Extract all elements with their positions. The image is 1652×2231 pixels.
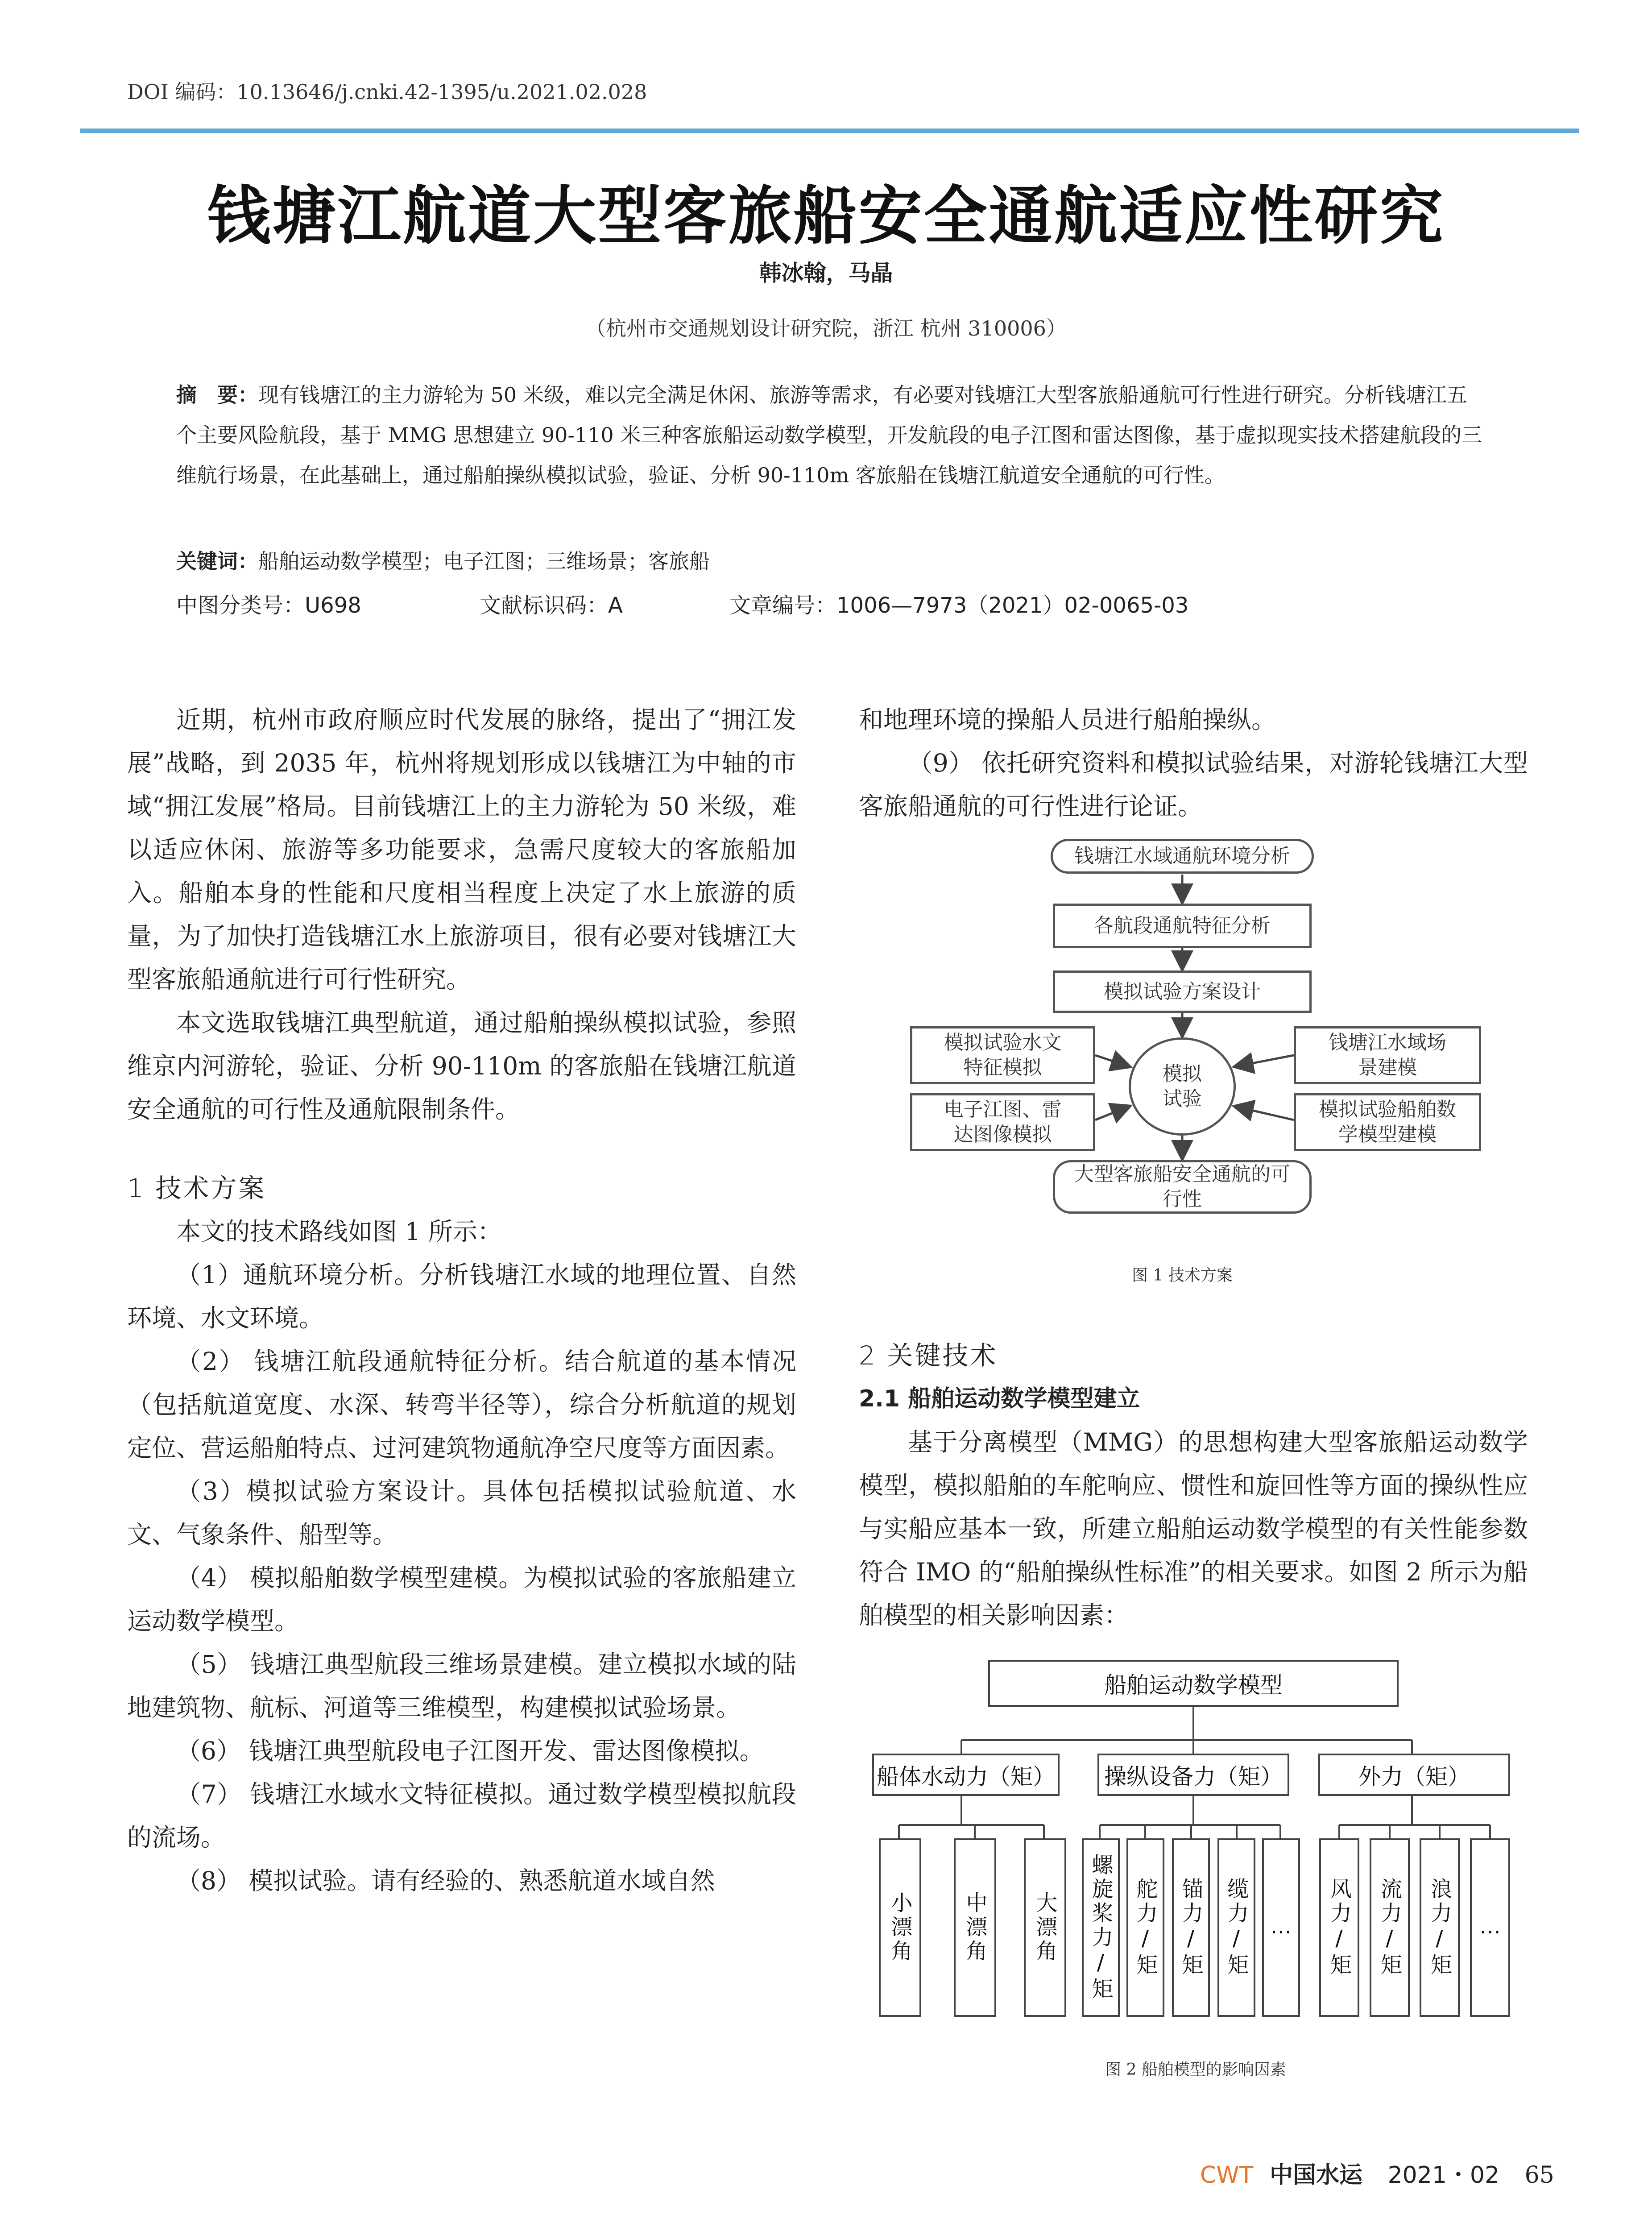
factor-box: 大漂角: [1024, 1838, 1066, 2017]
left-column: [127, 698, 796, 1903]
keywords-text: 船舶运动数学模型；电子江图；三维场景；客旅船: [258, 549, 710, 573]
abstract: [176, 375, 1483, 495]
factor-box: 螺旋桨力/矩: [1082, 1838, 1120, 2017]
flow-env-analysis: 钱塘江水域通航环境分析: [1051, 839, 1314, 874]
hull-hydrodynamic-group: 船体水动力（矩）: [872, 1754, 1060, 1796]
footer: [1200, 2156, 1554, 2190]
right-column-top: [859, 698, 1528, 828]
factor-box: 小漂角: [879, 1838, 921, 2017]
external-force-group: 外力（矩）: [1318, 1754, 1510, 1796]
factor-box: 流力/矩: [1370, 1838, 1410, 2017]
document-code: 文献标识码：A: [480, 593, 623, 618]
list-item: （5） 钱塘江典型航段三维场景建模。建立模拟水域的陆地建筑物、航标、河道等三维模型，构建模拟试验场景。: [127, 1650, 796, 1722]
intro-paragraph-2: 本文选取钱塘江典型航道，通过船舶操纵模拟试验，参照维京内河游轮，验证、分析 90-110m 的客旅船在钱塘江航道安全通航的可行性及通航限制条件。: [127, 1008, 796, 1124]
classification: [176, 588, 1189, 688]
figure-2: [872, 1660, 1519, 2084]
abstract-text: 现有钱塘江的主力游轮为 50 米级，难以完全满足休闲、旅游等需求，有必要对钱塘江大型客旅船通航可行性进行研究。分析钱塘江五个主要风险航段，基于 MMG 思想建立 90-110 米三种客旅船运动数学模型，开发航段的电子江图和雷达图像，基于虚拟现实技术搭建航段的三维航行场景，在此基础上，通过船舶操纵模拟试验，验证、分析 90-110m 客旅船在钱塘江航道安全通航的可行性。: [176, 383, 1482, 487]
clc-number: 中图分类号：U698: [176, 593, 361, 618]
factor-box: 缆力/矩: [1217, 1838, 1255, 2017]
factor-box: …: [1470, 1838, 1510, 2017]
figure-2-caption: 图 2 船舶模型的影响因素: [1105, 2061, 1286, 2079]
list-item: （4） 模拟船舶数学模型建模。为模拟试验的客旅船建立运动数学模型。: [127, 1563, 796, 1635]
figure-1: [910, 839, 1456, 1294]
control-device-group: 操纵设备力（矩）: [1097, 1754, 1289, 1796]
flow-feature-analysis: 各航段通航特征分析: [1053, 904, 1312, 948]
flow-scheme-design: 模拟试验方案设计: [1053, 970, 1312, 1013]
cwt-logo: CWT: [1200, 2162, 1254, 2189]
ship-model-root: 船舶运动数学模型: [988, 1660, 1399, 1707]
keywords: [176, 545, 710, 575]
right-column-section-2: [859, 1334, 1528, 1637]
flow-chart-radar-sim: 电子江图、雷达图像模拟: [910, 1093, 1095, 1151]
issue: 2021・02: [1387, 2162, 1500, 2189]
page-number: 65: [1524, 2162, 1554, 2189]
flow-scene-model: 钱塘江水域场景建模: [1294, 1026, 1481, 1084]
affiliation: （杭州市交通规划设计研究院，浙江 杭州 310006）: [585, 316, 1067, 340]
list-item: （8） 模拟试验。请有经验的、熟悉航道水域自然: [176, 1866, 715, 1895]
factor-box: 风力/矩: [1319, 1838, 1359, 2017]
section-1-heading: 1 技术方案: [127, 1173, 266, 1203]
list-item: （1）通航环境分析。分析钱塘江水域的地理位置、自然环境、水文环境。: [127, 1261, 796, 1332]
continued-text: 和地理环境的操船人员进行船舶操纵。: [859, 705, 1276, 734]
header-rule: [80, 129, 1579, 133]
article-number: 文章编号：1006—7973（2021）02-0065-03: [729, 593, 1189, 618]
list-item: （6） 钱塘江典型航段电子江图开发、雷达图像模拟。: [176, 1737, 764, 1765]
journal-name: 中国水运: [1270, 2162, 1363, 2189]
factor-box: 舵力/矩: [1126, 1838, 1164, 2017]
list-item: （3）模拟试验方案设计。具体包括模拟试验航道、水文、气象条件、船型等。: [127, 1477, 796, 1549]
section-2-heading: 2 关键技术: [859, 1340, 998, 1371]
factor-box: …: [1262, 1838, 1300, 2017]
factor-box: 浪力/矩: [1420, 1838, 1460, 2017]
list-item: （7） 钱塘江水域水文特征模拟。通过数学模型模拟航段的流场。: [127, 1780, 796, 1852]
flow-feasibility: 大型客旅船安全通航的可行性: [1053, 1160, 1312, 1214]
keywords-label: 关键词：: [176, 549, 258, 573]
list-item: （9） 依托研究资料和模拟试验结果，对游轮钱塘江大型客旅船通航的可行性进行论证。: [859, 749, 1528, 821]
intro-paragraph-1: 近期，杭州市政府顺应时代发展的脉络，提出了“拥江发展”战略，到 2035 年，杭州将规划形成以钱塘江为中轴的市域“拥江发展”格局。目前钱塘江上的主力游轮为 50 米级，难以适应休闲、旅游等多功能要求，急需尺度较大的客旅船加入。船舶本身的性能和尺度相当程度上决定了水上旅游的质量，为了加快打造钱塘江水上旅游项目，很有必要对钱塘江大型客旅船通航进行可行性研究。: [127, 705, 796, 994]
flow-simulation-test: 模拟试验: [1129, 1037, 1236, 1136]
route-sentence: 本文的技术路线如图 1 所示：: [176, 1217, 502, 1246]
authors: 韩冰翰，马晶: [759, 260, 893, 286]
list-item: （2） 钱塘江航段通航特征分析。结合航道的基本情况（包括航道宽度、水深、转弯半径等），综合分析航道的规划定位、营运船舶特点、过河建筑物通航净空尺度等方面因素。: [127, 1347, 796, 1462]
paragraph-2-1: 基于分离模型（MMG）的思想构建大型客旅船运动数学模型，模拟船舶的车舵响应、惯性和旋回性等方面的操纵性应与实船应基本一致，所建立船舶运动数学模型的有关性能参数符合 IMO 的“船舶操纵性标准”的相关要求。如图 2 所示为船舶模型的相关影响因素：: [859, 1428, 1528, 1630]
flow-hydro-sim: 模拟试验水文特征模拟: [910, 1026, 1095, 1084]
subsection-2-1-heading: 2.1 船舶运动数学模型建立: [859, 1385, 1140, 1412]
figure-1-caption: 图 1 技术方案: [1132, 1266, 1233, 1285]
paper-title: 钱塘江航道大型客旅船安全通航适应性研究: [207, 179, 1445, 253]
flow-ship-math-model: 模拟试验船舶数学模型建模: [1294, 1093, 1481, 1151]
factor-box: 锚力/矩: [1172, 1838, 1210, 2017]
abstract-label: 摘 要：: [176, 383, 258, 407]
factor-box: 中漂角: [954, 1838, 996, 2017]
doi: DOI 编码：10.13646/j.cnki.42-1395/u.2021.02.028: [127, 80, 647, 104]
